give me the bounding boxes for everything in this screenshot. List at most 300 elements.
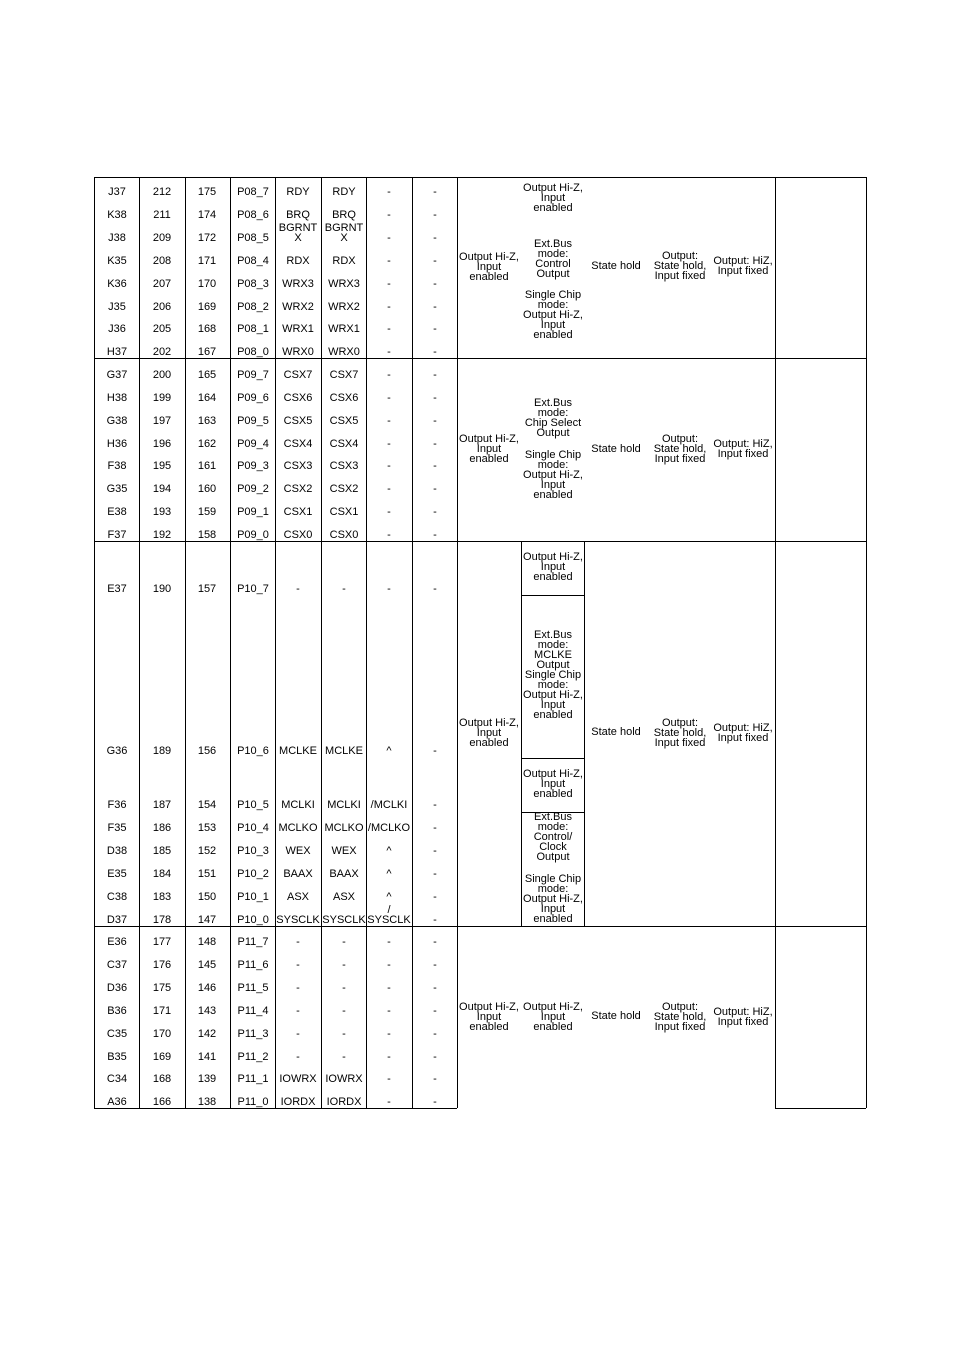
port-09-pin_a-cell: 194	[152, 483, 172, 495]
port-10-pin_b-cell: 157	[197, 583, 217, 595]
port-10-f2-cell: BAAX	[329, 868, 359, 880]
port-10-pin_a-cell: 186	[152, 822, 172, 834]
column-border	[412, 177, 413, 1108]
port-09-f3-cell: -	[387, 460, 391, 472]
port-11-pin_a-cell: 177	[152, 936, 172, 948]
column-border	[94, 177, 95, 1108]
port-11-f2-cell: -	[342, 1005, 346, 1017]
port-09-f4-cell: -	[433, 415, 437, 427]
port-08-f4-cell: -	[433, 232, 437, 244]
port-10-f4-cell: -	[433, 868, 437, 880]
column-border	[275, 177, 276, 1108]
port-09-f4-cell: -	[433, 529, 437, 541]
port-10-f3-cell: / SYSCLK	[367, 904, 411, 926]
port-10-f1-cell: WEX	[285, 845, 311, 857]
reset-state-text: Output Hi-Z, Input enabled	[459, 717, 519, 749]
port-08-pin_a-cell: 206	[152, 301, 172, 313]
port-10-ball-cell: F36	[107, 799, 127, 811]
port-11-f2-cell: IORDX	[326, 1096, 362, 1108]
port-08-f2-cell: BGRNT X	[324, 222, 364, 244]
port-11-f2-cell: -	[342, 982, 346, 994]
port-11-f2-cell: -	[342, 936, 346, 948]
port-08-port-cell: P08_7	[237, 186, 269, 198]
port-10-f2-cell: ASX	[332, 891, 356, 903]
mode-state-text: Ext.Bus mode: Chip Select Output	[524, 397, 582, 439]
port-09-pin_a-cell: 193	[152, 506, 172, 518]
port-10-ball-cell: D37	[106, 914, 128, 926]
port-09-f1-cell: CSX4	[283, 438, 313, 450]
port-08-f4-cell: -	[433, 186, 437, 198]
port-10-f4-cell: -	[433, 845, 437, 857]
port-09-ball-cell: H38	[106, 392, 128, 404]
table-bottom-border	[94, 1108, 457, 1109]
port-08-port-cell: P08_0	[237, 346, 269, 358]
port-11-f3-cell: -	[387, 1096, 391, 1108]
port-08-f1-cell: WRX1	[282, 323, 314, 335]
port-11-f1-cell: -	[296, 1028, 300, 1040]
port-11-f3-cell: -	[387, 982, 391, 994]
mode-state-text: Ext.Bus mode: Control/ Clock Output	[533, 811, 573, 863]
port-08-f3-cell: -	[387, 301, 391, 313]
group-border	[94, 177, 866, 178]
port-08-pin_b-cell: 174	[197, 209, 217, 221]
port-11-f1-cell: -	[296, 959, 300, 971]
port-10-f4-cell: -	[433, 799, 437, 811]
port-09-f4-cell: -	[433, 483, 437, 495]
port-08-port-cell: P08_2	[237, 301, 269, 313]
port-11-port-cell: P11_5	[237, 982, 269, 994]
port-11-f3-cell: -	[387, 1051, 391, 1063]
hold-state-text: State hold	[591, 1010, 641, 1022]
port-09-ball-cell: G37	[106, 369, 128, 381]
port-08-f2-cell: WRX0	[328, 346, 360, 358]
port-10-f3-cell: ^	[386, 891, 392, 903]
port-10-f4-cell: -	[433, 583, 437, 595]
port-10-f4-cell: -	[433, 745, 437, 757]
port-09-f3-cell: -	[387, 483, 391, 495]
port-10-f1-cell: -	[296, 583, 300, 595]
port-09-pin_b-cell: 161	[197, 460, 217, 472]
port-09-f3-cell: -	[387, 506, 391, 518]
stop-state-text: Output: State hold, Input fixed	[653, 250, 707, 282]
port-11-f1-cell: IORDX	[280, 1096, 316, 1108]
port-08-pin_b-cell: 169	[197, 301, 217, 313]
port-10-pin_b-cell: 154	[197, 799, 217, 811]
port-11-ball-cell: E36	[107, 936, 127, 948]
port-10-f3-cell: ^	[386, 745, 392, 757]
port-08-pin_b-cell: 171	[197, 255, 217, 267]
group-border	[94, 926, 866, 927]
port-09-f1-cell: CSX6	[283, 392, 313, 404]
port-09-pin_a-cell: 200	[152, 369, 172, 381]
port-09-f2-cell: CSX2	[329, 483, 359, 495]
port-09-f4-cell: -	[433, 460, 437, 472]
port-08-f4-cell: -	[433, 278, 437, 290]
mode-state-text: Ext.Bus mode: Control Output	[534, 238, 572, 280]
port-10-f1-cell: BAAX	[283, 868, 313, 880]
port-11-pin_a-cell: 169	[152, 1051, 172, 1063]
port-08-pin_a-cell: 209	[152, 232, 172, 244]
port-08-ball-cell: H37	[106, 346, 128, 358]
port-08-f2-cell: WRX2	[328, 301, 360, 313]
port-11-port-cell: P11_4	[237, 1005, 269, 1017]
group-border	[94, 541, 866, 542]
port-10-f2-cell: WEX	[331, 845, 357, 857]
port-11-f4-cell: -	[433, 1073, 437, 1085]
port-10-f3-cell: -	[387, 583, 391, 595]
port-08-port-cell: P08_1	[237, 323, 269, 335]
port-08-f2-cell: RDX	[332, 255, 356, 267]
mode-state-text: Output Hi-Z, Input enabled	[523, 182, 583, 214]
port-09-port-cell: P09_5	[237, 415, 269, 427]
port-09-f1-cell: CSX2	[283, 483, 313, 495]
port-08-pin_a-cell: 207	[152, 278, 172, 290]
port-11-ball-cell: B35	[107, 1051, 127, 1063]
port-11-pin_b-cell: 138	[197, 1096, 217, 1108]
port-08-f3-cell: -	[387, 232, 391, 244]
port-10-f4-cell: -	[433, 914, 437, 926]
port-10-ball-cell: D38	[106, 845, 128, 857]
port-09-port-cell: P09_4	[237, 438, 269, 450]
port-10-pin_a-cell: 189	[152, 745, 172, 757]
port-09-f1-cell: CSX0	[283, 529, 313, 541]
port-09-f3-cell: -	[387, 369, 391, 381]
port-11-pin_a-cell: 170	[152, 1028, 172, 1040]
port-09-f4-cell: -	[433, 506, 437, 518]
port-08-f4-cell: -	[433, 346, 437, 358]
port-11-pin_b-cell: 139	[197, 1073, 217, 1085]
port-11-port-cell: P11_1	[237, 1073, 269, 1085]
port-09-f2-cell: CSX0	[329, 529, 359, 541]
port-10-port-cell: P10_2	[237, 868, 269, 880]
port-09-f1-cell: CSX5	[283, 415, 313, 427]
port-10-f3-cell: ^	[386, 845, 392, 857]
mode-subcolumn-border	[521, 541, 522, 926]
hiz-state-text: Output: HiZ, Input fixed	[713, 1006, 773, 1028]
port-09-f2-cell: CSX3	[329, 460, 359, 472]
port-08-ball-cell: K38	[107, 209, 127, 221]
port-10-f1-cell: ASX	[286, 891, 310, 903]
column-border	[321, 177, 322, 1108]
port-11-f4-cell: -	[433, 936, 437, 948]
port-10-port-cell: P10_5	[237, 799, 269, 811]
port-11-pin_b-cell: 148	[197, 936, 217, 948]
column-border	[866, 177, 867, 1108]
port-11-port-cell: P11_2	[237, 1051, 269, 1063]
port-08-f2-cell: BRQ	[332, 209, 356, 221]
port-11-pin_b-cell: 141	[197, 1051, 217, 1063]
port-11-f3-cell: -	[387, 1005, 391, 1017]
port-08-port-cell: P08_5	[237, 232, 269, 244]
mode-state-text: Ext.Bus mode: MCLKE Output Single Chip mode: Output Hi-Z, Input enabled	[523, 629, 583, 721]
port-08-f3-cell: -	[387, 186, 391, 198]
port-11-f4-cell: -	[433, 1051, 437, 1063]
port-08-f1-cell: WRX0	[282, 346, 314, 358]
port-10-f2-cell: -	[342, 583, 346, 595]
port-11-f1-cell: -	[296, 1051, 300, 1063]
reset-state-text: Output Hi-Z, Input enabled	[459, 433, 519, 465]
port-10-port-cell: P10_1	[237, 891, 269, 903]
port-09-pin_b-cell: 160	[197, 483, 217, 495]
port-08-pin_a-cell: 205	[152, 323, 172, 335]
port-09-f3-cell: -	[387, 438, 391, 450]
port-09-f2-cell: CSX1	[329, 506, 359, 518]
port-09-pin_b-cell: 158	[197, 529, 217, 541]
port-10-pin_a-cell: 184	[152, 868, 172, 880]
port-08-pin_b-cell: 167	[197, 346, 217, 358]
stop-state-text: Output: State hold, Input fixed	[653, 1001, 707, 1033]
port-11-ball-cell: C37	[106, 959, 128, 971]
port-09-port-cell: P09_0	[237, 529, 269, 541]
port-08-ball-cell: J38	[108, 232, 126, 244]
port-10-f3-cell: /MCLKO	[367, 822, 411, 834]
hiz-state-text: Output: HiZ, Input fixed	[713, 438, 773, 460]
port-11-f2-cell: -	[342, 959, 346, 971]
port-10-pin_a-cell: 190	[152, 583, 172, 595]
port-08-ball-cell: K35	[107, 255, 127, 267]
port-11-f4-cell: -	[433, 1005, 437, 1017]
port-09-f2-cell: CSX5	[329, 415, 359, 427]
port-11-f1-cell: -	[296, 936, 300, 948]
port-09-f3-cell: -	[387, 529, 391, 541]
group-border	[94, 358, 866, 359]
port-09-ball-cell: F38	[107, 460, 127, 472]
port-10-f4-cell: -	[433, 822, 437, 834]
port-11-port-cell: P11_3	[237, 1028, 269, 1040]
port-09-port-cell: P09_7	[237, 369, 269, 381]
port-09-ball-cell: E38	[107, 506, 127, 518]
port-09-f2-cell: CSX6	[329, 392, 359, 404]
hiz-state-text: Output: HiZ, Input fixed	[713, 255, 773, 277]
port-10-port-cell: P10_6	[237, 745, 269, 757]
port-08-f3-cell: -	[387, 209, 391, 221]
port-08-f1-cell: WRX3	[282, 278, 314, 290]
port-11-f3-cell: -	[387, 959, 391, 971]
port-10-ball-cell: F35	[107, 822, 127, 834]
port-10-f4-cell: -	[433, 891, 437, 903]
port-09-pin_b-cell: 165	[197, 369, 217, 381]
port-09-pin_a-cell: 197	[152, 415, 172, 427]
port-10-ball-cell: E37	[107, 583, 127, 595]
hold-state-text: State hold	[591, 726, 641, 738]
port-11-pin_a-cell: 175	[152, 982, 172, 994]
port-11-pin_b-cell: 143	[197, 1005, 217, 1017]
mode-state-text: Output Hi-Z, Input enabled	[523, 551, 583, 583]
port-10-f2-cell: SYSCLK	[322, 914, 366, 926]
column-border	[230, 177, 231, 1108]
port-09-f4-cell: -	[433, 392, 437, 404]
port-11-f4-cell: -	[433, 1028, 437, 1040]
port-09-f1-cell: CSX7	[283, 369, 313, 381]
port-09-pin_b-cell: 162	[197, 438, 217, 450]
port-11-ball-cell: B36	[107, 1005, 127, 1017]
port-10-pin_b-cell: 150	[197, 891, 217, 903]
port-09-f4-cell: -	[433, 438, 437, 450]
mode-state-text: Output Hi-Z, Input enabled	[523, 1001, 583, 1033]
port-09-pin_b-cell: 164	[197, 392, 217, 404]
port-11-port-cell: P11_6	[237, 959, 269, 971]
port-08-pin_b-cell: 170	[197, 278, 217, 290]
port-09-f1-cell: CSX3	[283, 460, 313, 472]
port-10-f2-cell: MCLKE	[325, 745, 363, 757]
stop-state-text: Output: State hold, Input fixed	[653, 433, 707, 465]
port-11-f4-cell: -	[433, 959, 437, 971]
port-10-port-cell: P10_0	[237, 914, 269, 926]
port-11-pin_a-cell: 171	[152, 1005, 172, 1017]
table-bottom-border	[775, 1108, 866, 1109]
port-10-port-cell: P10_4	[237, 822, 269, 834]
column-border	[775, 177, 776, 1108]
port-09-pin_a-cell: 192	[152, 529, 172, 541]
port-11-f3-cell: -	[387, 936, 391, 948]
port-08-pin_b-cell: 168	[197, 323, 217, 335]
port-11-f3-cell: -	[387, 1073, 391, 1085]
port-10-f1-cell: MCLKI	[281, 799, 315, 811]
port-11-pin_a-cell: 166	[152, 1096, 172, 1108]
port-08-f3-cell: -	[387, 323, 391, 335]
hiz-state-text: Output: HiZ, Input fixed	[713, 722, 773, 744]
column-border	[139, 177, 140, 1108]
port-11-pin_b-cell: 146	[197, 982, 217, 994]
port-10-f1-cell: MCLKE	[279, 745, 317, 757]
mode-state-text: Single Chip mode: Output Hi-Z, Input enabled	[523, 873, 583, 925]
port-11-ball-cell: C34	[106, 1073, 128, 1085]
port-10-pin_b-cell: 153	[197, 822, 217, 834]
port-10-f1-cell: SYSCLK	[276, 914, 320, 926]
port-08-f1-cell: BGRNT X	[278, 222, 318, 244]
port-08-f1-cell: BRQ	[286, 209, 310, 221]
port-09-f4-cell: -	[433, 369, 437, 381]
hold-state-text: State hold	[591, 260, 641, 272]
hold-state-text: State hold	[591, 443, 641, 455]
port-08-f3-cell: -	[387, 278, 391, 290]
port-09-ball-cell: H36	[106, 438, 128, 450]
port-09-pin_b-cell: 163	[197, 415, 217, 427]
reset-state-text: Output Hi-Z, Input enabled	[459, 251, 519, 283]
port-10-pin_a-cell: 178	[152, 914, 172, 926]
port-09-pin_a-cell: 199	[152, 392, 172, 404]
port-10-pin_b-cell: 152	[197, 845, 217, 857]
port-09-f2-cell: CSX7	[329, 369, 359, 381]
column-border	[366, 177, 367, 1108]
port-09-pin_a-cell: 195	[152, 460, 172, 472]
port-08-f3-cell: -	[387, 255, 391, 267]
port-11-f2-cell: -	[342, 1028, 346, 1040]
port-10-ball-cell: G36	[106, 745, 128, 757]
port-08-ball-cell: J35	[108, 301, 126, 313]
port-10-f3-cell: ^	[386, 868, 392, 880]
port-09-f3-cell: -	[387, 392, 391, 404]
port-08-pin_b-cell: 175	[197, 186, 217, 198]
port-10-f2-cell: MCLKI	[327, 799, 361, 811]
port-08-f1-cell: RDX	[286, 255, 310, 267]
port-10-pin_a-cell: 185	[152, 845, 172, 857]
port-09-f2-cell: CSX4	[329, 438, 359, 450]
mode-state-text: Output Hi-Z, Input enabled	[523, 768, 583, 800]
port-08-f2-cell: WRX3	[328, 278, 360, 290]
port-11-f2-cell: -	[342, 1051, 346, 1063]
port-11-pin_b-cell: 142	[197, 1028, 217, 1040]
port-11-f1-cell: -	[296, 982, 300, 994]
port-11-f3-cell: -	[387, 1028, 391, 1040]
port-08-f3-cell: -	[387, 346, 391, 358]
port-09-pin_a-cell: 196	[152, 438, 172, 450]
port-08-f2-cell: WRX1	[328, 323, 360, 335]
port-08-pin_b-cell: 172	[197, 232, 217, 244]
port-09-f1-cell: CSX1	[283, 506, 313, 518]
port-08-f4-cell: -	[433, 209, 437, 221]
port-10-f2-cell: MCLKO	[324, 822, 364, 834]
port-09-ball-cell: G38	[106, 415, 128, 427]
port-09-port-cell: P09_2	[237, 483, 269, 495]
mode-state-text: Single Chip mode: Output Hi-Z, Input enabled	[523, 449, 583, 501]
port-09-pin_b-cell: 159	[197, 506, 217, 518]
mode-subrow-border	[521, 758, 584, 759]
port-10-pin_a-cell: 187	[152, 799, 172, 811]
port-11-port-cell: P11_7	[237, 936, 269, 948]
port-10-port-cell: P10_3	[237, 845, 269, 857]
port-08-f4-cell: -	[433, 301, 437, 313]
port-10-pin_b-cell: 151	[197, 868, 217, 880]
port-10-port-cell: P10_7	[237, 583, 269, 595]
port-11-ball-cell: A36	[107, 1096, 127, 1108]
port-08-pin_a-cell: 208	[152, 255, 172, 267]
port-09-port-cell: P09_3	[237, 460, 269, 472]
reset-state-text: Output Hi-Z, Input enabled	[459, 1001, 519, 1033]
port-08-ball-cell: K36	[107, 278, 127, 290]
port-11-f4-cell: -	[433, 982, 437, 994]
port-10-ball-cell: E35	[107, 868, 127, 880]
mode-state-text: Single Chip mode: Output Hi-Z, Input enabled	[523, 289, 583, 341]
port-11-f4-cell: -	[433, 1096, 437, 1108]
port-09-ball-cell: G35	[106, 483, 128, 495]
mode-subcolumn-border	[584, 541, 585, 926]
port-08-pin_a-cell: 202	[152, 346, 172, 358]
port-08-f1-cell: WRX2	[282, 301, 314, 313]
port-09-ball-cell: F37	[107, 529, 127, 541]
port-11-pin_b-cell: 145	[197, 959, 217, 971]
port-10-pin_b-cell: 147	[197, 914, 217, 926]
port-08-port-cell: P08_3	[237, 278, 269, 290]
port-10-pin_a-cell: 183	[152, 891, 172, 903]
port-08-port-cell: P08_4	[237, 255, 269, 267]
column-border	[185, 177, 186, 1108]
port-08-pin_a-cell: 212	[152, 186, 172, 198]
port-08-f2-cell: RDY	[332, 186, 356, 198]
port-11-port-cell: P11_0	[237, 1096, 269, 1108]
port-08-f4-cell: -	[433, 255, 437, 267]
mode-subrow-border	[521, 595, 584, 596]
stop-state-text: Output: State hold, Input fixed	[653, 717, 707, 749]
port-08-ball-cell: J37	[108, 186, 126, 198]
port-08-f1-cell: RDY	[286, 186, 310, 198]
port-11-f1-cell: -	[296, 1005, 300, 1017]
port-10-f3-cell: /MCLKI	[370, 799, 408, 811]
port-10-pin_b-cell: 156	[197, 745, 217, 757]
port-09-port-cell: P09_6	[237, 392, 269, 404]
column-border	[457, 177, 458, 1108]
port-11-pin_a-cell: 176	[152, 959, 172, 971]
port-11-ball-cell: C35	[106, 1028, 128, 1040]
port-09-f3-cell: -	[387, 415, 391, 427]
port-11-ball-cell: D36	[106, 982, 128, 994]
port-09-port-cell: P09_1	[237, 506, 269, 518]
port-11-f1-cell: IOWRX	[279, 1073, 317, 1085]
port-11-pin_a-cell: 168	[152, 1073, 172, 1085]
port-08-ball-cell: J36	[108, 323, 126, 335]
port-11-f2-cell: IOWRX	[325, 1073, 363, 1085]
port-08-f4-cell: -	[433, 323, 437, 335]
